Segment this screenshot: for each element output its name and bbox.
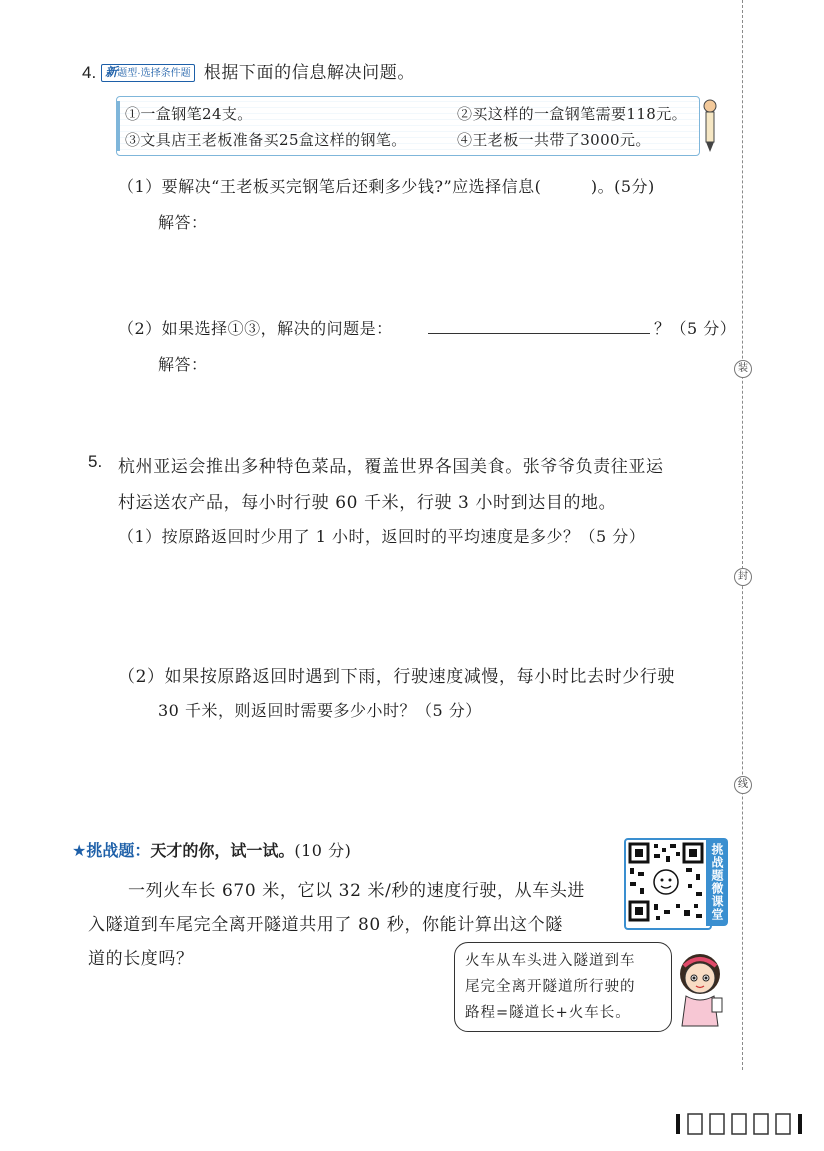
question-5-stem-line2: 村运送农产品，每小时行驶 60 千米，行驶 3 小时到达目的地。	[118, 493, 617, 513]
info-item-4: ④王老板一共带了3000元。	[457, 131, 651, 149]
question-5-number-text: 5.	[88, 452, 103, 471]
star-icon: ★	[72, 841, 87, 860]
question-4-header	[82, 58, 415, 83]
hint-line2: 尾完全离开隧道所行驶的	[465, 979, 636, 995]
info-item-3: ③文具店王老板准备买25盒这样的钢笔。	[125, 131, 407, 149]
challenge-line3: 道的长度吗？	[88, 949, 194, 969]
question-4-number: 4.	[82, 63, 97, 82]
binding-mark-2: 封	[734, 568, 752, 586]
badge-text: 题型·选择条件题	[117, 68, 191, 79]
info-item-2: ②买这样的一盒钢笔需要118元。	[457, 105, 688, 123]
question-4-sub2-suffix: ？（5 分）	[654, 319, 737, 338]
question-type-badge	[101, 64, 194, 82]
question-5-stem-line1: 杭州亚运会推出多种特色菜品，覆盖世界各国美食。张爷爷负责往亚运	[118, 457, 664, 477]
qr-code-pattern-icon	[626, 840, 706, 924]
binding-mark-1: 装	[734, 360, 752, 378]
bottom-toolbar-icons	[676, 1112, 806, 1136]
question-5-number	[88, 452, 102, 472]
question-5-sub2-line1: （2）如果按原路返回时遇到下雨，行驶速度减慢，每小时比去时少行驶	[118, 667, 676, 687]
hint-bubble	[454, 942, 672, 1032]
challenge-line2: 入隧道到车尾完全离开隧道共用了 80 秒，你能计算出这个隧	[88, 915, 563, 935]
hint-line1: 火车从车头进入隧道到车	[465, 953, 636, 969]
answer-blank-line[interactable]	[428, 333, 650, 334]
hint-line3: 路程=隧道长+火车长。	[465, 1005, 631, 1021]
question-4-prompt: 根据下面的信息解决问题。	[203, 63, 415, 83]
question-4-sub1: （1）要解决“王老板买完钢笔后还剩多少钱?”应选择信息( )。(5分)	[118, 177, 655, 196]
qr-code[interactable]	[624, 838, 712, 930]
binding-dashed-line	[742, 0, 743, 1070]
challenge-header	[72, 838, 351, 861]
info-box-bar	[117, 101, 120, 151]
info-box	[116, 96, 700, 156]
qr-side-label: 挑战题微课堂	[706, 838, 728, 926]
challenge-label: 挑战题：	[86, 843, 151, 860]
question-4-sub1-answer-label: 解答：	[158, 213, 208, 232]
info-item-1: ①一盒钢笔24支。	[125, 105, 253, 123]
binding-mark-3: 线	[734, 776, 752, 794]
question-4-sub2-prefix: （2）如果选择①③，解决的问题是：	[118, 319, 393, 338]
challenge-line1: 一列火车长 670 米，它以 32 米/秒的速度行驶，从车头进	[128, 881, 586, 901]
pen-illustration	[698, 96, 722, 154]
girl-illustration	[672, 948, 728, 1028]
badge-new: 新	[105, 65, 118, 79]
challenge-title: 天才的你，试一试。	[150, 843, 295, 860]
question-5-sub1: （1）按原路返回时少用了 1 小时，返回时的平均速度是多少？（5 分）	[118, 527, 646, 546]
question-4-sub2-answer-label: 解答：	[158, 355, 208, 374]
challenge-points: (10 分)	[294, 841, 352, 860]
question-5-sub2-line2: 30 千米，则返回时需要多少小时？（5 分）	[158, 701, 482, 720]
